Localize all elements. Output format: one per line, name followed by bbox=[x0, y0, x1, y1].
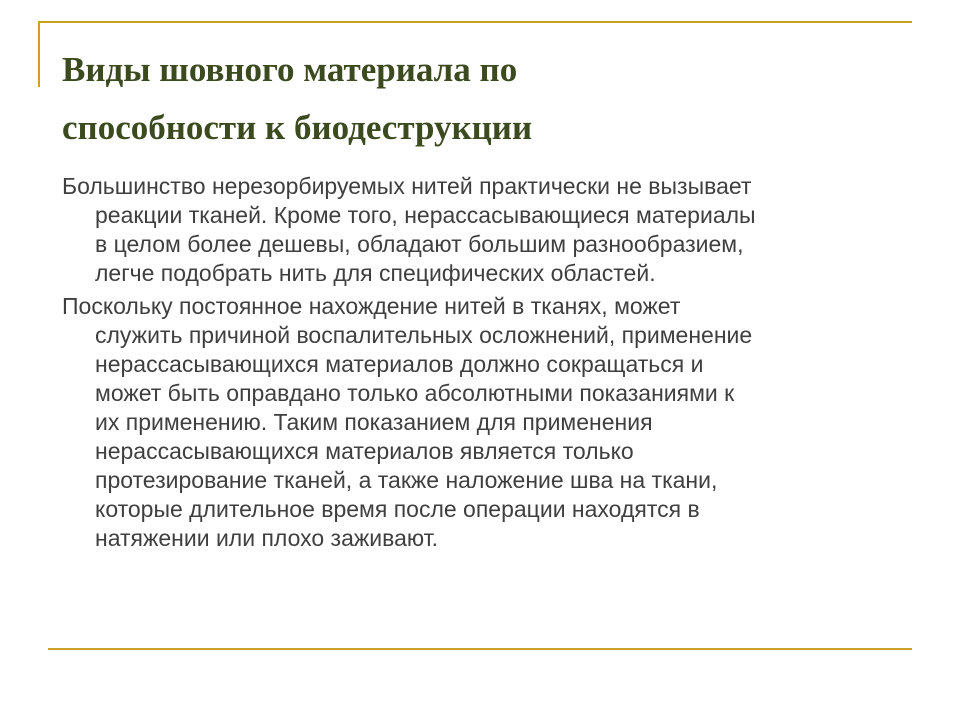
text-line: нерассасывающихся материалов должно сокращаться и bbox=[95, 351, 704, 377]
text-line: служить причиной воспалительных осложнений, применение bbox=[95, 322, 753, 348]
text-line: в целом более дешевы, обладают большим разнообразием, bbox=[95, 231, 744, 257]
text-line: натяжении или плохо заживают. bbox=[95, 525, 438, 551]
text-line: Поскольку постоянное нахождение нитей в тканях, может bbox=[62, 293, 681, 319]
top-rule bbox=[38, 21, 912, 23]
slide-body bbox=[62, 172, 922, 557]
text-line: Большинство нерезорбируемых нитей практически не вызывает bbox=[62, 173, 752, 199]
text-line: нерассасывающихся материалов является только bbox=[95, 438, 634, 464]
title-line: Виды шовного материала по bbox=[62, 50, 518, 89]
text-line: легче подобрать нить для специфических областей. bbox=[95, 260, 656, 286]
text-line: может быть оправдано только абсолютными показаниями к bbox=[95, 380, 735, 406]
text-line: которые длительное время после операции находятся в bbox=[95, 496, 700, 522]
bottom-rule bbox=[48, 648, 912, 650]
text-line: протезирование тканей, а также наложение шва на ткани, bbox=[95, 467, 718, 493]
paragraph bbox=[62, 292, 922, 553]
slide-title bbox=[62, 41, 902, 157]
text-line: реакции тканей. Кроме того, нерассасывающиеся материалы bbox=[95, 202, 756, 228]
text-line: их применению. Таким показанием для применения bbox=[95, 409, 653, 435]
paragraph bbox=[62, 172, 922, 288]
title-line: способности к биодеструкции bbox=[62, 108, 533, 147]
left-rule bbox=[38, 21, 40, 87]
